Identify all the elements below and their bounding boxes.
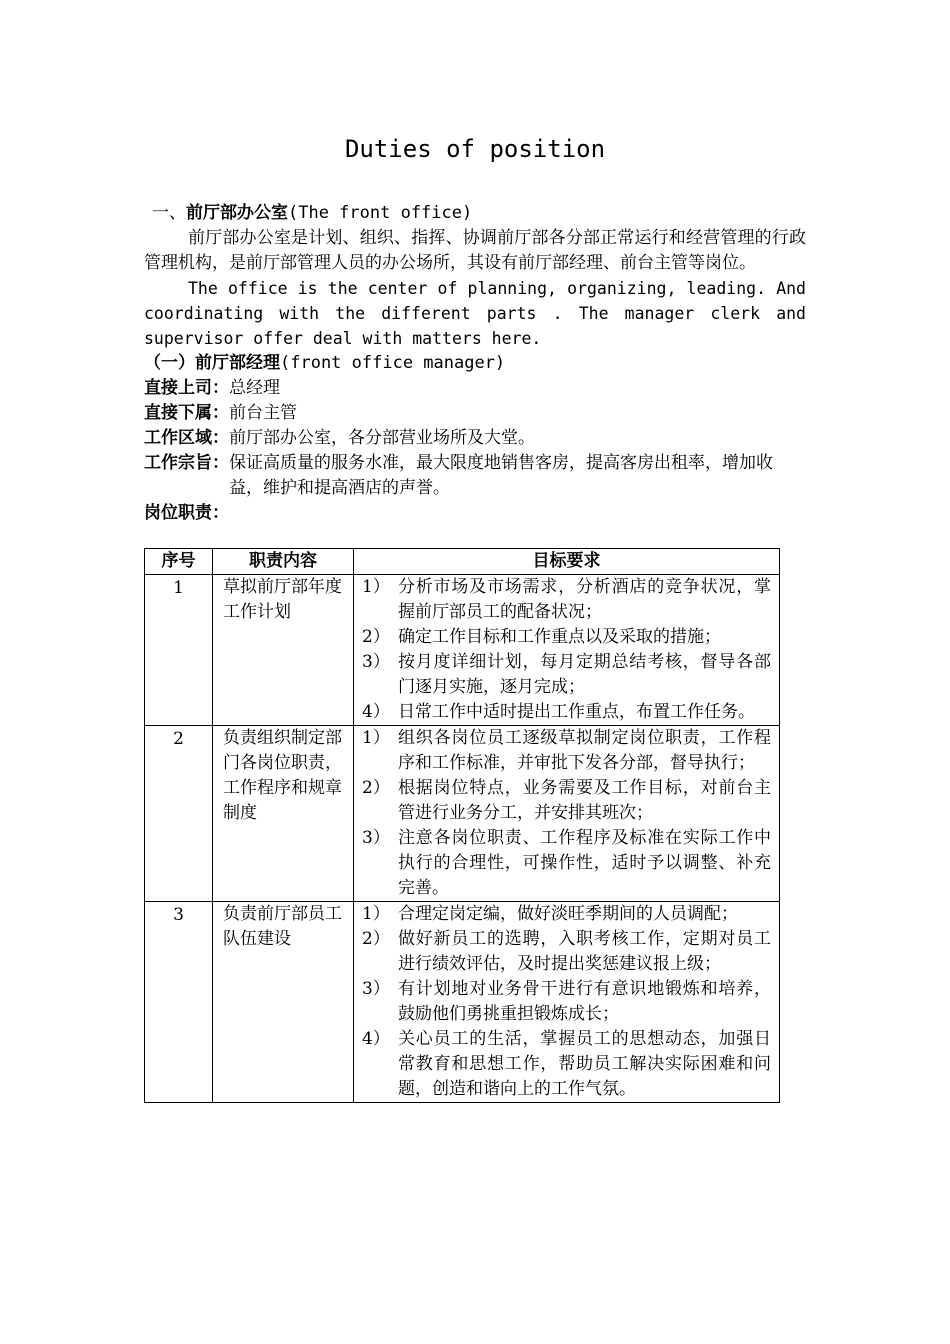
- requirement-item: [362, 650, 771, 700]
- requirement-item: [362, 1027, 771, 1102]
- requirement-number: 3）: [362, 979, 390, 999]
- field-label: 工作宗旨：: [144, 453, 229, 473]
- subsection-heading: [144, 351, 806, 376]
- subsection-heading-en: (front office manager): [280, 353, 506, 373]
- subsection-heading-cn: （一）前厅部经理: [144, 353, 280, 373]
- requirement-text: 组织各岗位员工逐级草拟制定岗位职责，工作程序和工作标准，并审批下发各分部，督导执行；: [398, 728, 771, 773]
- row-duty: 负责组织制定部门各岗位职责，工作程序和规章制度: [213, 726, 354, 902]
- row-duty: 负责前厅部员工队伍建设: [213, 902, 354, 1103]
- table-row: [145, 575, 780, 726]
- section-number: 一、: [152, 203, 186, 223]
- section-heading-en: (The front office): [288, 203, 473, 223]
- requirement-item: [362, 700, 771, 725]
- field-work-area: [144, 426, 806, 451]
- row-requirements: [354, 902, 780, 1103]
- requirement-number: 2）: [362, 778, 390, 798]
- column-header-requirements: 目标要求: [354, 549, 780, 575]
- field-label: 直接上司：: [144, 378, 229, 398]
- section-paragraph-en: The office is the center of planning, organizing, leading. And coordinating with the different parts . The manager clerk and supervisor offer deal with matters here.: [144, 279, 806, 348]
- section-heading: [144, 201, 806, 226]
- requirement-number: 2）: [362, 627, 390, 647]
- requirement-text: 关心员工的生活，掌握员工的思想动态，加强日常教育和思想工作，帮助员工解决实际困难和问题，创造和谐向上的工作气氛。: [398, 1029, 771, 1099]
- field-direct-subordinate: [144, 401, 806, 426]
- requirement-number: 3）: [362, 652, 390, 672]
- requirement-text: 合理定岗定编，做好淡旺季期间的人员调配；: [398, 904, 738, 924]
- row-number: 3: [145, 902, 213, 1103]
- requirement-text: 根据岗位特点，业务需要及工作目标，对前台主管进行业务分工，并安排其班次；: [398, 778, 771, 823]
- requirement-text: 做好新员工的选聘，入职考核工作，定期对员工进行绩效评估，及时提出奖惩建议报上级；: [398, 929, 771, 974]
- table-row: [145, 902, 780, 1103]
- field-label: 直接下属：: [144, 403, 229, 423]
- field-value: 保证高质量的服务水准，最大限度地销售客房，提高客房出租率，增加收益，维护和提高酒店的声誉。: [229, 453, 773, 498]
- field-work-purpose: [144, 451, 806, 501]
- document-body: [144, 200, 806, 526]
- column-header-number: 序号: [145, 549, 213, 575]
- requirement-number: 1）: [362, 904, 390, 924]
- section-heading-cn: 前厅部办公室: [186, 203, 288, 223]
- field-value: 前厅部办公室，各分部营业场所及大堂。: [229, 428, 535, 448]
- requirement-item: [362, 826, 771, 901]
- requirement-number: 4）: [362, 1029, 390, 1049]
- requirement-number: 1）: [362, 577, 390, 597]
- requirement-number: 3）: [362, 828, 390, 848]
- field-value: 总经理: [229, 378, 280, 398]
- requirement-text: 注意各岗位职责、工作程序及标准在实际工作中执行的合理性，可操作性，适时予以调整、补充完善。: [398, 828, 771, 898]
- requirement-text: 有计划地对业务骨干进行有意识地锻炼和培养，鼓励他们勇挑重担锻炼成长；: [398, 979, 771, 1024]
- requirement-item: [362, 625, 771, 650]
- table-header-row: [145, 549, 780, 575]
- requirement-number: 1）: [362, 728, 390, 748]
- row-number: 2: [145, 726, 213, 902]
- page-title: Duties of position: [344, 135, 606, 163]
- row-number: 1: [145, 575, 213, 726]
- row-duty: 草拟前厅部年度工作计划: [213, 575, 354, 726]
- requirement-number: 4）: [362, 702, 390, 722]
- requirement-number: 2）: [362, 929, 390, 949]
- duties-table: [144, 548, 780, 1103]
- row-requirements: [354, 575, 780, 726]
- requirement-text: 分析市场及市场需求，分析酒店的竞争状况，掌握前厅部员工的配备状况；: [398, 577, 771, 622]
- requirement-item: [362, 575, 771, 625]
- requirement-item: [362, 726, 771, 776]
- requirement-text: 按月度详细计划，每月定期总结考核，督导各部门逐月实施，逐月完成；: [398, 652, 771, 697]
- table-row: [145, 726, 780, 902]
- requirement-item: [362, 902, 771, 927]
- field-label: 工作区域：: [144, 428, 229, 448]
- requirement-text: 确定工作目标和工作重点以及采取的措施；: [398, 627, 721, 647]
- field-value: 前台主管: [229, 403, 297, 423]
- field-direct-superior: [144, 376, 806, 401]
- requirement-item: [362, 776, 771, 826]
- row-requirements: [354, 726, 780, 902]
- duties-label: 岗位职责：: [144, 503, 229, 523]
- column-header-duty: 职责内容: [213, 549, 354, 575]
- section-paragraph-cn: 前厅部办公室是计划、组织、指挥、协调前厅部各分部正常运行和经营管理的行政管理机构，是前厅部管理人员的办公场所，其设有前厅部经理、前台主管等岗位。: [144, 228, 806, 273]
- requirement-item: [362, 977, 771, 1027]
- requirement-text: 日常工作中适时提出工作重点，布置工作任务。: [398, 702, 755, 722]
- requirement-item: [362, 927, 771, 977]
